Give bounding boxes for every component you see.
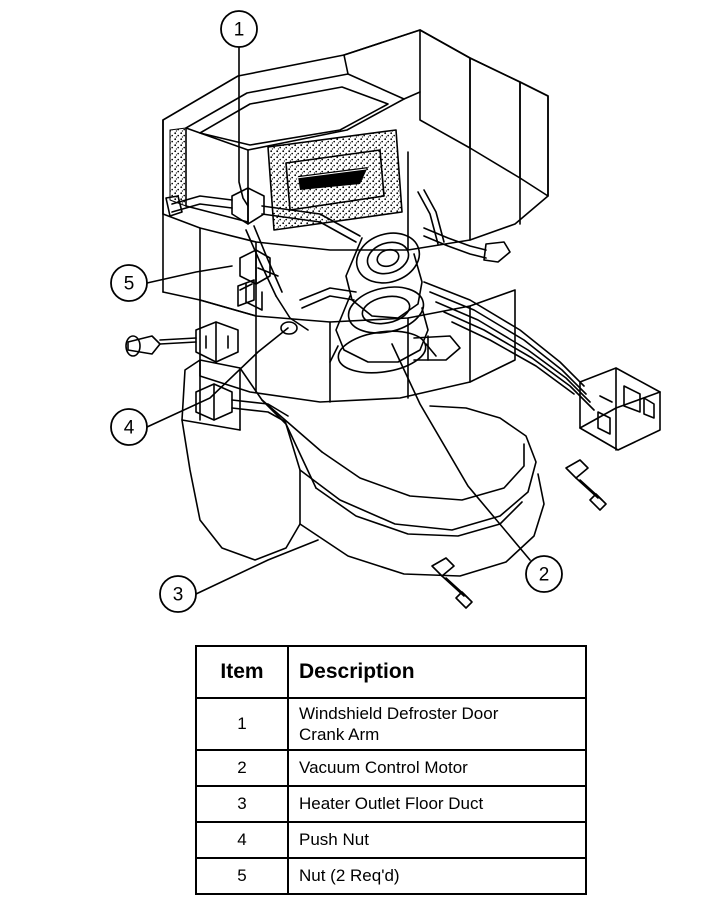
cell-description: Heater Outlet Floor Duct [288, 786, 586, 822]
callout-label-5: 5 [123, 273, 135, 295]
callout-label-3: 3 [172, 584, 184, 606]
cell-item-number: 1 [196, 698, 288, 750]
description-line-2: Crank Arm [299, 725, 380, 744]
parts-legend-table [195, 645, 587, 895]
leader-line-3 [196, 540, 318, 594]
cell-item-number: 2 [196, 750, 288, 786]
cell-description: Vacuum Control Motor [288, 750, 586, 786]
callout-label-4: 4 [123, 417, 135, 439]
cell-item-number: 3 [196, 786, 288, 822]
description-line-1: Windshield Defroster Door [299, 703, 499, 723]
legend-container [195, 645, 587, 895]
cell-item-number: 5 [196, 858, 288, 894]
table-row [196, 786, 586, 822]
column-header-item: Item [196, 646, 288, 698]
cell-item-number: 4 [196, 822, 288, 858]
callout-group [111, 11, 562, 612]
column-header-description: Description [288, 646, 586, 698]
table-row [196, 858, 586, 894]
leader-line-5 [147, 266, 232, 283]
leader-line-1 [239, 47, 248, 206]
cell-description: Nut (2 Req'd) [288, 858, 586, 894]
callout-label-2: 2 [538, 564, 550, 586]
table-row [196, 698, 586, 750]
table-header-row [196, 646, 586, 698]
table-row [196, 822, 586, 858]
table-row [196, 750, 586, 786]
callout-label-1: 1 [233, 19, 245, 41]
cell-description: Push Nut [288, 822, 586, 858]
cell-description [288, 698, 586, 750]
